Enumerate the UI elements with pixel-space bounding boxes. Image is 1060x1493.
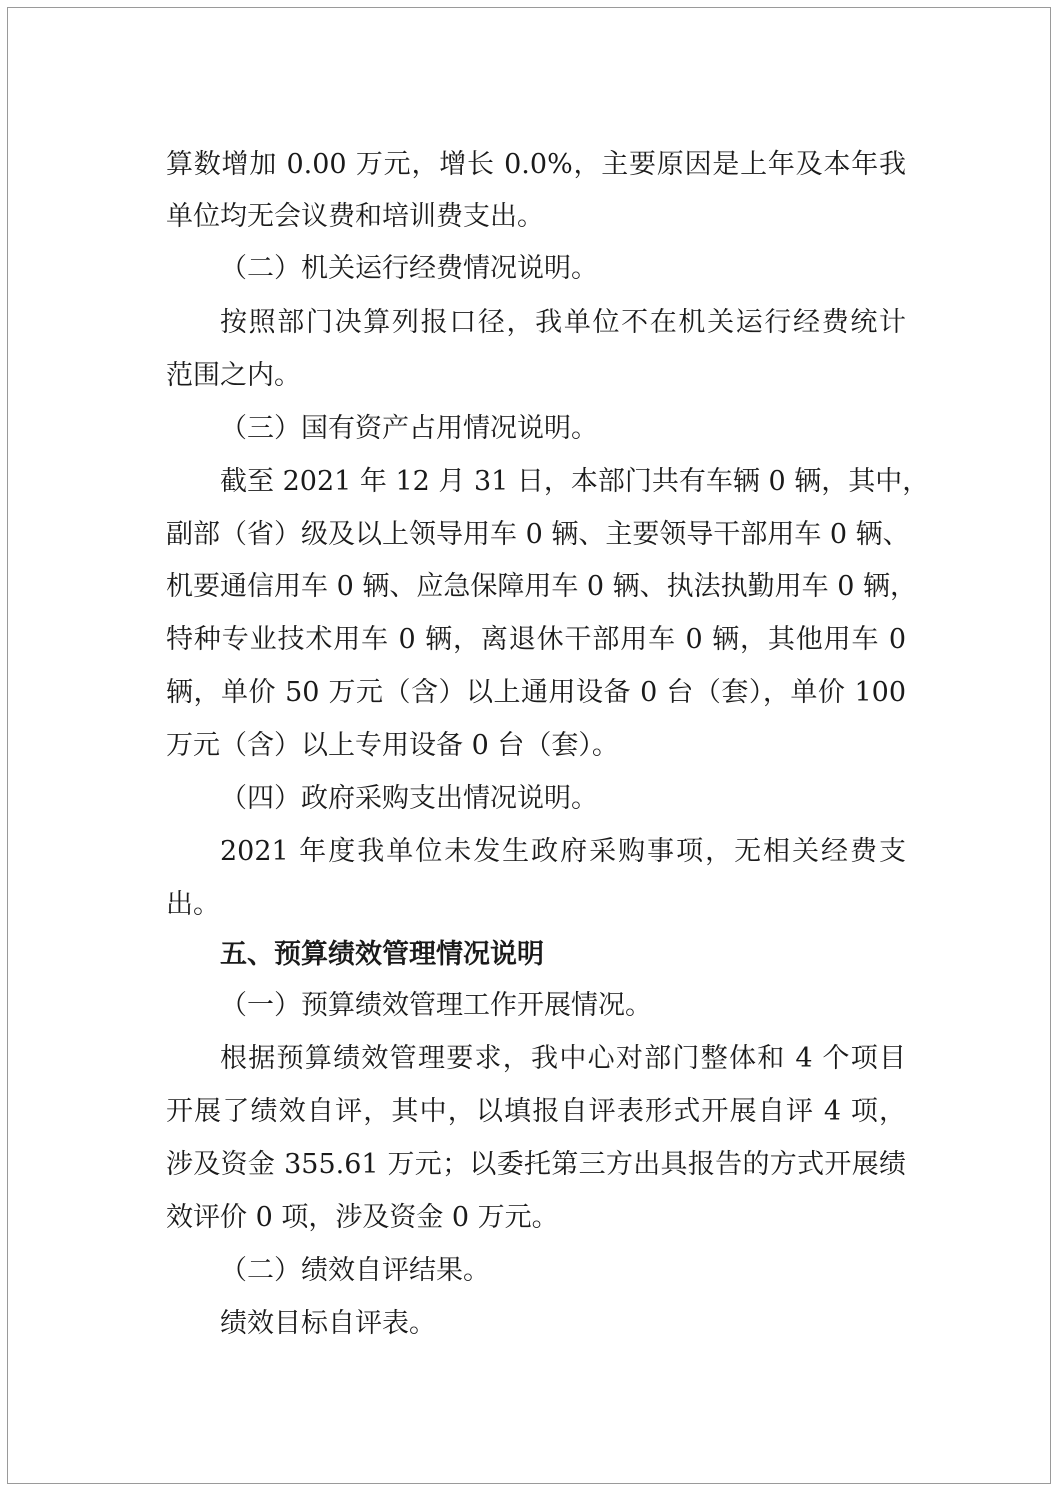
subheading: （一）预算绩效管理工作开展情况。 xyxy=(220,990,652,1021)
body-line: 涉及资金 355.61 万元；以委托第三方出具报告的方式开展绩 xyxy=(166,1149,906,1180)
subheading: （三）国有资产占用情况说明。 xyxy=(220,413,598,444)
body-line: 万元（含）以上专用设备 0 台（套）。 xyxy=(166,730,619,761)
body-line: 辆，单价 50 万元（含）以上通用设备 0 台（套），单价 100 xyxy=(166,677,906,708)
body-line: 截至 2021 年 12 月 31 日，本部门共有车辆 0 辆，其中， xyxy=(220,466,930,497)
subheading: （二）绩效自评结果。 xyxy=(220,1255,490,1286)
subheading: （四）政府采购支出情况说明。 xyxy=(220,783,598,814)
body-line: 2021 年度我单位未发生政府采购事项，无相关经费支 xyxy=(220,836,906,867)
body-line: 算数增加 0.00 万元，增长 0.0%，主要原因是上年及本年我 xyxy=(166,149,906,180)
section-heading: 五、预算绩效管理情况说明 xyxy=(220,939,544,970)
body-line: 绩效目标自评表。 xyxy=(220,1308,436,1339)
body-line: 开展了绩效自评，其中，以填报自评表形式开展自评 4 项， xyxy=(166,1096,906,1127)
body-line: 副部（省）级及以上领导用车 0 辆、主要领导干部用车 0 辆、 xyxy=(166,519,910,550)
body-line: 范围之内。 xyxy=(166,360,301,391)
subheading: （二）机关运行经费情况说明。 xyxy=(220,253,598,284)
body-line: 机要通信用车 0 辆、应急保障用车 0 辆、执法执勤用车 0 辆， xyxy=(166,571,918,602)
body-line: 按照部门决算列报口径，我单位不在机关运行经费统计 xyxy=(220,307,906,338)
body-line: 出。 xyxy=(166,889,220,920)
body-line: 单位均无会议费和培训费支出。 xyxy=(166,201,544,232)
body-line: 效评价 0 项，涉及资金 0 万元。 xyxy=(166,1202,559,1233)
body-line: 特种专业技术用车 0 辆，离退休干部用车 0 辆，其他用车 0 xyxy=(166,624,906,655)
body-line: 根据预算绩效管理要求，我中心对部门整体和 4 个项目 xyxy=(220,1043,906,1074)
